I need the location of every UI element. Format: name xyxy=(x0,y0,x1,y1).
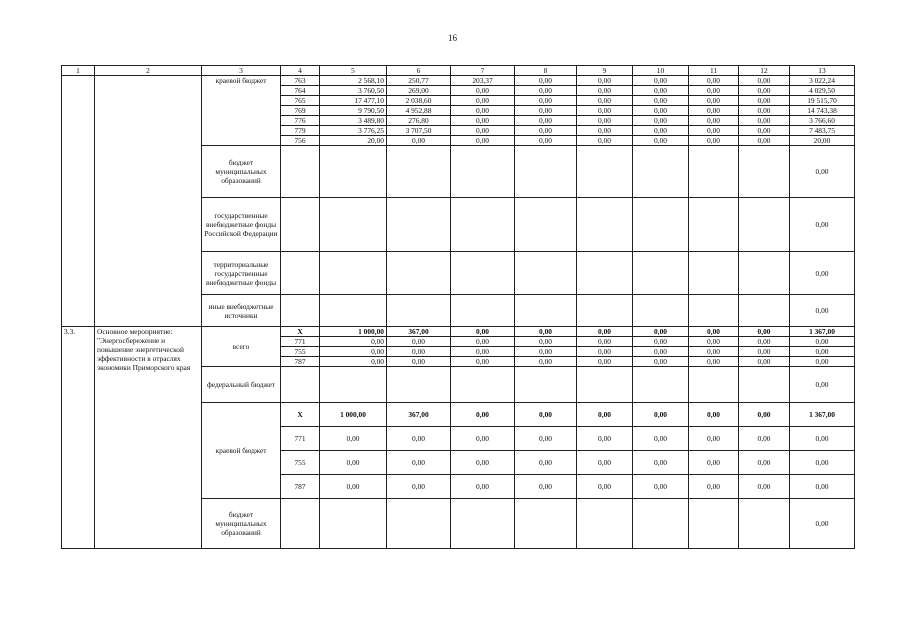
value-cell: 0,00 xyxy=(739,475,790,499)
value-cell: 0,00 xyxy=(739,136,790,146)
empty-cell xyxy=(451,252,515,295)
column-header: 7 xyxy=(451,66,515,76)
value-cell: 0,00 xyxy=(633,126,689,136)
empty-cell xyxy=(633,252,689,295)
value-cell: 0,00 xyxy=(577,76,633,86)
empty-cell xyxy=(451,499,515,549)
value-cell: 3 022,24 xyxy=(790,76,855,86)
value-cell: 0,00 xyxy=(451,136,515,146)
code-cell: 755 xyxy=(281,451,320,475)
empty-cell xyxy=(689,367,739,403)
value-cell: 0,00 xyxy=(577,96,633,106)
value-cell: 0,00 xyxy=(739,403,790,427)
value-cell: 3 489,80 xyxy=(320,116,387,126)
value-cell: 0,00 xyxy=(451,116,515,126)
value-cell: 367,00 xyxy=(387,327,451,337)
value-cell: 0,00 xyxy=(451,475,515,499)
empty-cell xyxy=(577,252,633,295)
empty-cell xyxy=(387,367,451,403)
measure-name: Основное мероприятие: "Энергосбережение и повышение энергетической эффективности в отраслях экономики Приморского края xyxy=(95,327,202,549)
total-cell: 0,00 xyxy=(790,499,855,549)
value-cell: 0,00 xyxy=(689,427,739,451)
value-cell: 0,00 xyxy=(689,357,739,367)
value-cell: 14 743,38 xyxy=(790,106,855,116)
value-cell: 0,00 xyxy=(515,337,577,347)
column-header: 10 xyxy=(633,66,689,76)
value-cell: 0,00 xyxy=(689,86,739,96)
value-cell: 0,00 xyxy=(739,86,790,96)
value-cell: 269,00 xyxy=(387,86,451,96)
empty-cell xyxy=(451,146,515,198)
value-cell: 0,00 xyxy=(739,357,790,367)
value-cell: 0,00 xyxy=(577,475,633,499)
value-cell: 0,00 xyxy=(451,86,515,96)
value-cell: 0,00 xyxy=(387,475,451,499)
measure-name-cell xyxy=(95,76,202,327)
empty-cell xyxy=(515,146,577,198)
column-header: 1 xyxy=(62,66,95,76)
code-cell: 776 xyxy=(281,116,320,126)
empty-cell xyxy=(577,295,633,327)
value-cell: 0,00 xyxy=(451,427,515,451)
empty-cell xyxy=(577,198,633,252)
value-cell: 0,00 xyxy=(739,337,790,347)
total-cell: 0,00 xyxy=(790,252,855,295)
empty-cell xyxy=(577,367,633,403)
source-label: краевой бюджет xyxy=(202,76,281,146)
value-cell: 0,00 xyxy=(633,136,689,146)
value-cell: 0,00 xyxy=(689,451,739,475)
total-cell: 0,00 xyxy=(790,146,855,198)
empty-cell xyxy=(320,367,387,403)
value-cell: 0,00 xyxy=(739,96,790,106)
empty-cell xyxy=(739,499,790,549)
value-cell: 0,00 xyxy=(451,327,515,337)
empty-cell xyxy=(577,146,633,198)
value-cell: 0,00 xyxy=(790,427,855,451)
code-cell: 765 xyxy=(281,96,320,106)
value-cell: 1 000,00 xyxy=(320,327,387,337)
empty-cell xyxy=(739,252,790,295)
value-cell: 0,00 xyxy=(451,347,515,357)
value-cell: 0,00 xyxy=(739,76,790,86)
value-cell: 0,00 xyxy=(689,126,739,136)
empty-cell xyxy=(451,295,515,327)
code-cell: 787 xyxy=(281,357,320,367)
empty-cell xyxy=(281,295,320,327)
value-cell: 4 952,88 xyxy=(387,106,451,116)
value-cell: 0,00 xyxy=(577,126,633,136)
total-cell: 0,00 xyxy=(790,367,855,403)
value-cell: 1 000,00 xyxy=(320,403,387,427)
value-cell: 0,00 xyxy=(515,403,577,427)
empty-cell xyxy=(387,295,451,327)
empty-cell xyxy=(281,499,320,549)
value-cell: 0,00 xyxy=(387,451,451,475)
column-header: 8 xyxy=(515,66,577,76)
empty-cell xyxy=(451,367,515,403)
page-number: 16 xyxy=(448,33,457,43)
value-cell: 0,00 xyxy=(739,327,790,337)
empty-cell xyxy=(281,252,320,295)
empty-cell xyxy=(387,499,451,549)
value-cell: 19 515,70 xyxy=(790,96,855,106)
table-row xyxy=(62,327,855,337)
empty-cell xyxy=(387,146,451,198)
empty-cell xyxy=(451,198,515,252)
column-header: 13 xyxy=(790,66,855,76)
value-cell: 0,00 xyxy=(689,116,739,126)
empty-cell xyxy=(633,295,689,327)
value-cell: 203,37 xyxy=(451,76,515,86)
budget-table xyxy=(61,65,855,549)
code-cell: 769 xyxy=(281,106,320,116)
measure-number: 3.3. xyxy=(62,327,95,549)
value-cell: 0,00 xyxy=(689,76,739,86)
budget-table-body xyxy=(62,66,855,549)
table-row xyxy=(62,76,855,86)
empty-cell xyxy=(633,198,689,252)
value-cell: 0,00 xyxy=(689,475,739,499)
value-cell: 3 707,50 xyxy=(387,126,451,136)
value-cell: 0,00 xyxy=(515,327,577,337)
empty-cell xyxy=(689,198,739,252)
value-cell: 0,00 xyxy=(739,126,790,136)
value-cell: 0,00 xyxy=(387,337,451,347)
value-cell: 0,00 xyxy=(633,357,689,367)
value-cell: 0,00 xyxy=(515,86,577,96)
value-cell: 20,00 xyxy=(320,136,387,146)
value-cell: 276,80 xyxy=(387,116,451,126)
value-cell: 0,00 xyxy=(515,357,577,367)
empty-cell xyxy=(689,252,739,295)
empty-cell xyxy=(577,499,633,549)
value-cell: 0,00 xyxy=(633,337,689,347)
value-cell: 0,00 xyxy=(320,347,387,357)
column-header: 2 xyxy=(95,66,202,76)
value-cell: 0,00 xyxy=(689,136,739,146)
value-cell: 0,00 xyxy=(451,357,515,367)
value-cell: 0,00 xyxy=(739,451,790,475)
value-cell: 0,00 xyxy=(689,403,739,427)
value-cell: 20,00 xyxy=(790,136,855,146)
empty-cell xyxy=(387,252,451,295)
value-cell: 0,00 xyxy=(577,106,633,116)
value-cell: 0,00 xyxy=(633,451,689,475)
value-cell: 0,00 xyxy=(790,475,855,499)
column-header: 4 xyxy=(281,66,320,76)
value-cell: 0,00 xyxy=(689,96,739,106)
value-cell: 0,00 xyxy=(739,116,790,126)
value-cell: 0,00 xyxy=(515,451,577,475)
value-cell: 4 029,50 xyxy=(790,86,855,96)
value-cell: 1 367,00 xyxy=(790,403,855,427)
value-cell: 0,00 xyxy=(515,106,577,116)
value-cell: 0,00 xyxy=(515,475,577,499)
value-cell: 0,00 xyxy=(633,475,689,499)
value-cell: 0,00 xyxy=(387,347,451,357)
empty-cell xyxy=(281,146,320,198)
empty-cell xyxy=(515,499,577,549)
value-cell: 2 038,60 xyxy=(387,96,451,106)
empty-cell xyxy=(515,295,577,327)
total-cell: 0,00 xyxy=(790,295,855,327)
empty-cell xyxy=(515,367,577,403)
value-cell: 0,00 xyxy=(577,347,633,357)
value-cell: 3 776,25 xyxy=(320,126,387,136)
column-header: 5 xyxy=(320,66,387,76)
value-cell: 7 483,75 xyxy=(790,126,855,136)
empty-cell xyxy=(633,146,689,198)
value-cell: 0,00 xyxy=(633,403,689,427)
source-label: территориальные государственные внебюджетные фонды xyxy=(202,252,281,295)
column-header: 12 xyxy=(739,66,790,76)
empty-cell xyxy=(320,198,387,252)
value-cell: 0,00 xyxy=(790,347,855,357)
value-cell: 0,00 xyxy=(387,357,451,367)
value-cell: 0,00 xyxy=(577,357,633,367)
value-cell: 0,00 xyxy=(577,337,633,347)
value-cell: 0,00 xyxy=(633,96,689,106)
value-cell: 17 477,10 xyxy=(320,96,387,106)
code-cell: Х xyxy=(281,403,320,427)
value-cell: 1 367,00 xyxy=(790,327,855,337)
code-cell: Х xyxy=(281,327,320,337)
value-cell: 367,00 xyxy=(387,403,451,427)
value-cell: 0,00 xyxy=(320,337,387,347)
empty-cell xyxy=(320,146,387,198)
value-cell: 0,00 xyxy=(577,427,633,451)
empty-cell xyxy=(689,499,739,549)
empty-cell xyxy=(633,367,689,403)
empty-cell xyxy=(739,146,790,198)
value-cell: 0,00 xyxy=(451,96,515,106)
value-cell: 0,00 xyxy=(451,337,515,347)
value-cell: 0,00 xyxy=(739,347,790,357)
code-cell: 764 xyxy=(281,86,320,96)
value-cell: 0,00 xyxy=(633,347,689,357)
measure-number-cell xyxy=(62,76,95,327)
value-cell: 0,00 xyxy=(320,427,387,451)
value-cell: 0,00 xyxy=(515,136,577,146)
value-cell: 3 760,50 xyxy=(320,86,387,96)
value-cell: 0,00 xyxy=(633,106,689,116)
value-cell: 0,00 xyxy=(320,357,387,367)
source-label: государственные внебюджетные фонды Российской Федерации xyxy=(202,198,281,252)
value-cell: 0,00 xyxy=(515,427,577,451)
code-cell: 763 xyxy=(281,76,320,86)
header-row xyxy=(62,66,855,76)
source-label: бюджет муниципальных образований xyxy=(202,146,281,198)
value-cell: 250,77 xyxy=(387,76,451,86)
empty-cell xyxy=(387,198,451,252)
source-label: краевой бюджет xyxy=(202,403,281,499)
value-cell: 0,00 xyxy=(689,337,739,347)
column-header: 6 xyxy=(387,66,451,76)
value-cell: 0,00 xyxy=(451,126,515,136)
source-label: федеральный бюджет xyxy=(202,367,281,403)
column-header: 9 xyxy=(577,66,633,76)
value-cell: 0,00 xyxy=(320,451,387,475)
value-cell: 0,00 xyxy=(790,357,855,367)
value-cell: 0,00 xyxy=(790,451,855,475)
empty-cell xyxy=(281,198,320,252)
value-cell: 9 790,50 xyxy=(320,106,387,116)
code-cell: 771 xyxy=(281,427,320,451)
value-cell: 2 568,10 xyxy=(320,76,387,86)
total-cell: 0,00 xyxy=(790,198,855,252)
empty-cell xyxy=(689,295,739,327)
value-cell: 0,00 xyxy=(451,106,515,116)
value-cell: 0,00 xyxy=(320,475,387,499)
value-cell: 0,00 xyxy=(633,327,689,337)
value-cell: 0,00 xyxy=(739,106,790,116)
empty-cell xyxy=(689,146,739,198)
code-cell: 787 xyxy=(281,475,320,499)
empty-cell xyxy=(739,198,790,252)
code-cell: 756 xyxy=(281,136,320,146)
value-cell: 0,00 xyxy=(689,327,739,337)
value-cell: 0,00 xyxy=(387,136,451,146)
value-cell: 0,00 xyxy=(515,347,577,357)
value-cell: 0,00 xyxy=(689,347,739,357)
value-cell: 0,00 xyxy=(577,116,633,126)
value-cell: 0,00 xyxy=(451,403,515,427)
value-cell: 0,00 xyxy=(515,76,577,86)
value-cell: 3 766,60 xyxy=(790,116,855,126)
code-cell: 755 xyxy=(281,347,320,357)
empty-cell xyxy=(515,252,577,295)
value-cell: 0,00 xyxy=(387,427,451,451)
value-cell: 0,00 xyxy=(633,427,689,451)
column-header: 3 xyxy=(202,66,281,76)
empty-cell xyxy=(739,367,790,403)
empty-cell xyxy=(281,367,320,403)
source-label: иные внебюджетные источники xyxy=(202,295,281,327)
value-cell: 0,00 xyxy=(689,106,739,116)
value-cell: 0,00 xyxy=(515,96,577,106)
value-cell: 0,00 xyxy=(633,116,689,126)
value-cell: 0,00 xyxy=(577,136,633,146)
value-cell: 0,00 xyxy=(739,427,790,451)
value-cell: 0,00 xyxy=(633,76,689,86)
empty-cell xyxy=(320,499,387,549)
value-cell: 0,00 xyxy=(577,403,633,427)
code-cell: 771 xyxy=(281,337,320,347)
source-label: всего xyxy=(202,327,281,367)
value-cell: 0,00 xyxy=(577,451,633,475)
source-label: бюджет муниципальных образований xyxy=(202,499,281,549)
empty-cell xyxy=(739,295,790,327)
value-cell: 0,00 xyxy=(577,86,633,96)
value-cell: 0,00 xyxy=(633,86,689,96)
value-cell: 0,00 xyxy=(451,451,515,475)
value-cell: 0,00 xyxy=(515,126,577,136)
empty-cell xyxy=(633,499,689,549)
value-cell: 0,00 xyxy=(577,327,633,337)
empty-cell xyxy=(320,252,387,295)
code-cell: 779 xyxy=(281,126,320,136)
column-header: 11 xyxy=(689,66,739,76)
empty-cell xyxy=(515,198,577,252)
empty-cell xyxy=(320,295,387,327)
value-cell: 0,00 xyxy=(515,116,577,126)
value-cell: 0,00 xyxy=(790,337,855,347)
